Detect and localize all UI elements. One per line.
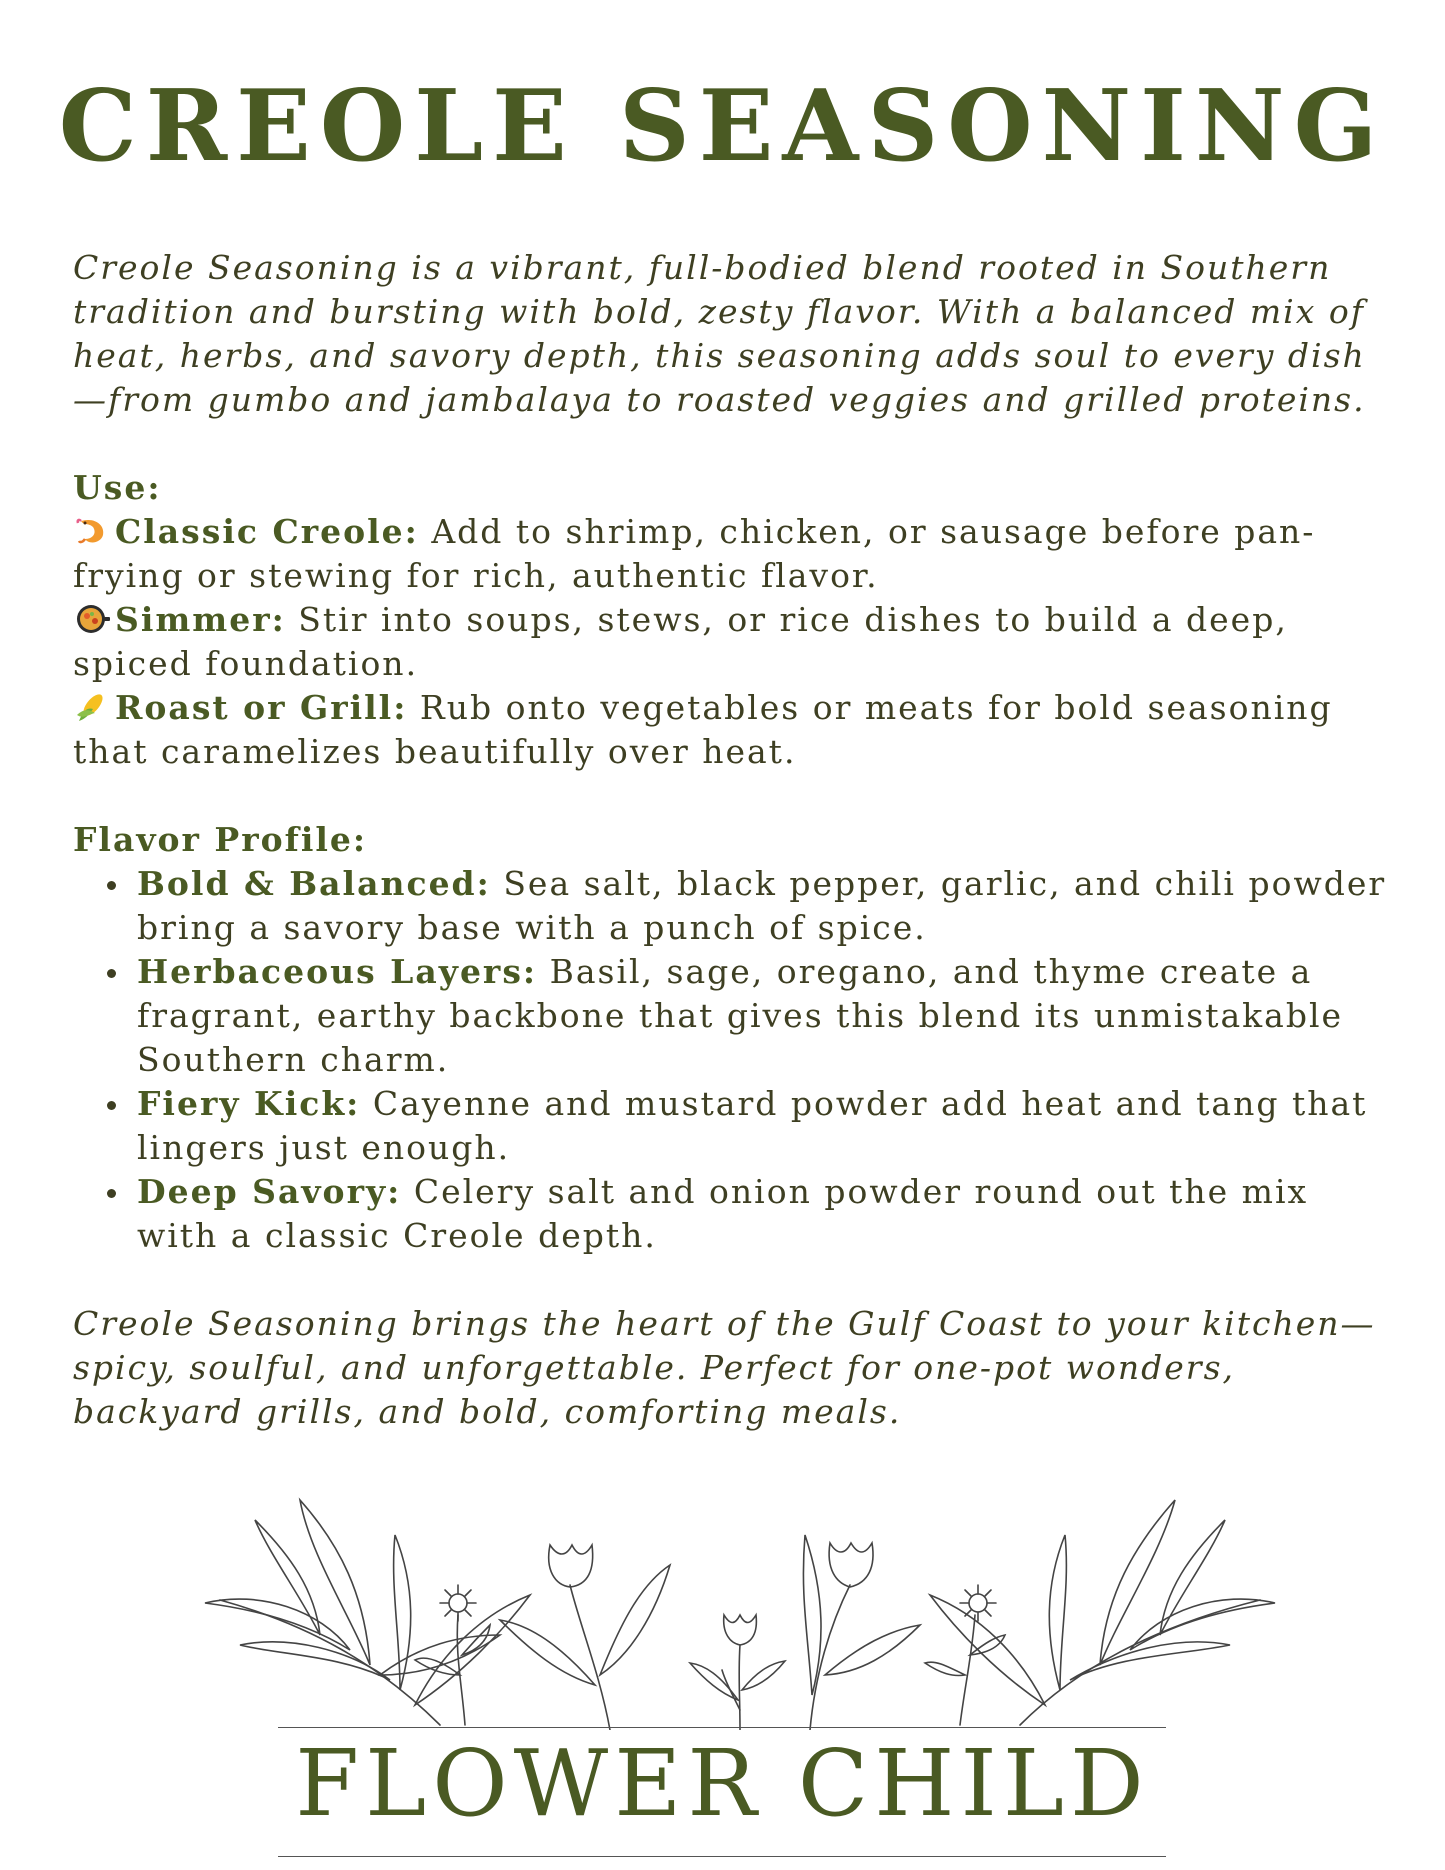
pot-of-food-icon	[73, 602, 111, 634]
divider-top	[278, 1727, 1166, 1728]
flavor-list	[73, 862, 1393, 1258]
list-item	[137, 1082, 1393, 1170]
use-label: Classic Creole:	[115, 512, 419, 551]
use-text: Rub onto vegetables or meats for bold seasoning that caramelizes beautifully over heat.	[73, 688, 1333, 771]
list-item	[137, 950, 1393, 1082]
outro-paragraph: Creole Seasoning brings the heart of the Gulf Coast to your kitchen—spicy, soulful, and unforgettable. Perfect for one-pot wonders, backyard grills, and bold, comforting meals.	[73, 1304, 1376, 1431]
intro-paragraph: Creole Seasoning is a vibrant, full-bodied blend rooted in Southern tradition and bursting with bold, zesty flavor. With a balanced mix of heat, herbs, and savory depth, this seasoning adds soul to every dish—from gumbo and jambalaya to roasted veggies and grilled proteins.	[73, 248, 1366, 419]
flavor-text: Cayenne and mustard powder add heat and tang that lingers just enough.	[137, 1084, 1368, 1167]
flavor-label: Deep Savory:	[137, 1172, 402, 1211]
use-text: Add to shrimp, chicken, or sausage before pan-frying or stewing for rich, authentic flavor.	[73, 512, 1316, 595]
list-item	[137, 862, 1393, 950]
flavor-text: Celery salt and onion powder round out the mix with a classic Creole depth.	[137, 1172, 1309, 1255]
divider-bottom	[278, 1856, 1166, 1857]
flavor-heading: Flavor Profile:	[73, 820, 368, 859]
use-item-simmer	[73, 598, 1393, 686]
shrimp-icon	[73, 514, 111, 546]
flavor-label: Fiery Kick:	[137, 1084, 361, 1123]
list-item	[137, 1170, 1393, 1258]
use-heading: Use:	[73, 468, 162, 507]
content-body	[73, 246, 1393, 1434]
use-label: Roast or Grill:	[115, 688, 408, 727]
flavor-text: Basil, sage, oregano, and thyme create a fragrant, earthy backbone that gives this blend its unmistakable Southern charm.	[137, 952, 1344, 1079]
use-item-classic-creole	[73, 510, 1393, 598]
use-text: Stir into soups, stews, or rice dishes to build a deep, spiced foundation.	[73, 600, 1288, 683]
use-item-roast-or-grill	[73, 686, 1393, 774]
flavor-label: Bold & Balanced:	[137, 864, 491, 903]
brand-logo-text: FLOWER CHILD	[295, 1730, 1150, 1837]
flavor-text: Sea salt, black pepper, garlic, and chili powder bring a savory base with a punch of spice.	[137, 864, 1387, 947]
use-label: Simmer:	[115, 600, 286, 639]
flavor-label: Herbaceous Layers:	[137, 952, 538, 991]
corn-icon	[73, 690, 111, 722]
page-title: CREOLE SEASONING	[58, 69, 1387, 184]
floral-illustration	[200, 1475, 1280, 1730]
